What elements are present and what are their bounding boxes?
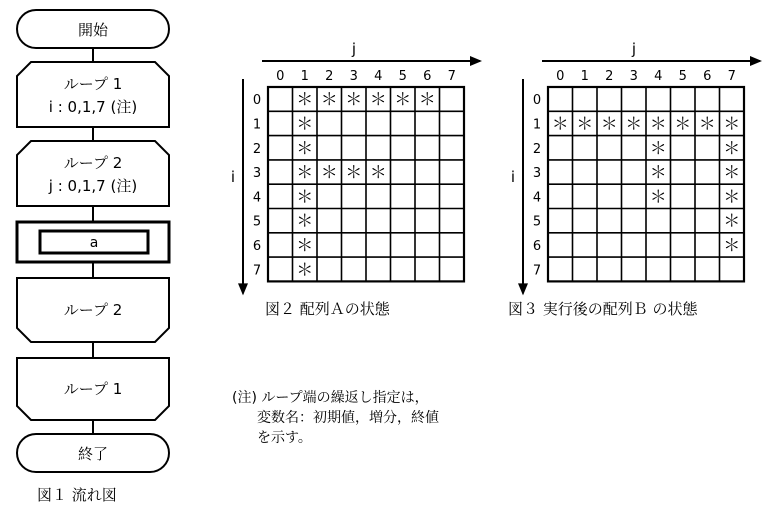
figure3-cell-mark: ＊ <box>723 114 741 135</box>
figure3-row-index: 2 <box>532 141 542 157</box>
figure2-cell-mark: ＊ <box>345 163 363 184</box>
figure2-cell-mark: ＊ <box>320 163 338 184</box>
figure2-cell-mark: ＊ <box>296 90 314 111</box>
loop1-start-label-name: ループ 1 <box>63 75 123 93</box>
note-line-1: (注) ループ端の繰返し指定は， <box>232 390 429 406</box>
loop1-start-shape <box>17 62 169 127</box>
figure3-row-index: 7 <box>532 263 542 279</box>
process-label: a <box>89 235 99 251</box>
loop2-start-shape <box>17 141 169 206</box>
figure2-col-index: 5 <box>398 69 407 84</box>
figure2-cell-mark: ＊ <box>418 90 436 111</box>
figure3-col-index: 7 <box>727 69 736 84</box>
figure2-i-axis-label: i <box>230 168 236 187</box>
figure2-cell-mark: ＊ <box>394 90 412 111</box>
figure2-row-index: 7 <box>252 263 262 279</box>
figure3-cell-mark: ＊ <box>649 187 667 208</box>
figure2-cell-mark: ＊ <box>369 163 387 184</box>
figure3-col-index: 2 <box>605 69 614 84</box>
figure3-row-index: 5 <box>532 214 542 230</box>
figure3-cell-mark: ＊ <box>576 114 594 135</box>
figure2-array-a <box>231 40 482 295</box>
figure2-row-index: 0 <box>252 93 262 109</box>
figure2-row-index: 1 <box>252 117 262 133</box>
figure3-cell-mark: ＊ <box>723 235 741 256</box>
figure3-caption: 図３ 実行後の配列Ｂ の状態 <box>508 300 698 318</box>
figure3-col-index: 4 <box>654 69 663 84</box>
figure2-cell-mark: ＊ <box>296 260 314 281</box>
loop2-start-label-name: ループ 2 <box>63 154 123 172</box>
figure3-cell-mark: ＊ <box>723 163 741 184</box>
loop1-end-label: ループ 1 <box>63 380 123 398</box>
figure3-cell-mark: ＊ <box>723 211 741 232</box>
figure2-row-index: 6 <box>252 238 262 254</box>
figure2-cell-mark: ＊ <box>369 90 387 111</box>
figure3-j-axis-arrowhead <box>750 56 762 66</box>
figure2-cell-mark: ＊ <box>296 163 314 184</box>
note-line-3: を示す。 <box>257 430 312 446</box>
figure3-cell-mark: ＊ <box>723 187 741 208</box>
loop1-start-label-spec: i : 0,1,7 (注) <box>48 98 138 116</box>
end-label: 終了 <box>77 445 109 463</box>
figure3-cell-mark: ＊ <box>649 163 667 184</box>
figure2-cell-mark: ＊ <box>296 187 314 208</box>
figure3-col-index: 3 <box>629 69 638 84</box>
figure3-cell-mark: ＊ <box>649 114 667 135</box>
figure2-cell-mark: ＊ <box>296 211 314 232</box>
figure2-caption: 図２ 配列Ａの状態 <box>265 300 390 318</box>
figure3-cell-mark: ＊ <box>698 114 716 135</box>
note-line-2: 変数名：初期値，増分，終値 <box>257 410 439 426</box>
figure2-cell-mark: ＊ <box>296 138 314 159</box>
figure3-cell-mark: ＊ <box>551 114 569 135</box>
figure3-cell-mark: ＊ <box>649 138 667 159</box>
figure2-col-index: 2 <box>325 69 334 84</box>
figure3-j-axis-label: j <box>631 40 637 58</box>
figure2-i-axis-arrowhead <box>238 283 248 295</box>
figure3-i-axis-arrowhead <box>518 283 528 295</box>
figure3-cell-mark: ＊ <box>674 114 692 135</box>
figure2-row-index: 5 <box>252 214 262 230</box>
loop2-end-label: ループ 2 <box>63 301 123 319</box>
figure1-caption: 図１ 流れ図 <box>37 486 117 504</box>
figure3-col-index: 1 <box>580 69 589 84</box>
start-label: 開始 <box>77 21 109 39</box>
figure3-col-index: 6 <box>703 69 712 84</box>
figure2-col-index: 7 <box>447 69 456 84</box>
figure2-row-index: 4 <box>252 190 262 206</box>
figure3-cell-mark: ＊ <box>625 114 643 135</box>
figure3-array-b <box>511 40 762 295</box>
figure3-cell-mark: ＊ <box>723 138 741 159</box>
figure2-cell-mark: ＊ <box>296 114 314 135</box>
loop2-start-label-spec: j : 0,1,7 (注) <box>48 177 138 195</box>
figure2-j-axis-arrowhead <box>470 56 482 66</box>
figure3-cell-mark: ＊ <box>600 114 618 135</box>
figure3-i-axis-label: i <box>510 168 516 187</box>
figure3-col-index: 0 <box>556 69 565 84</box>
figure2-col-index: 4 <box>374 69 383 84</box>
figure2-cell-mark: ＊ <box>296 235 314 256</box>
figure3-row-index: 0 <box>532 93 542 109</box>
figure3-col-index: 5 <box>678 69 687 84</box>
figure2-col-index: 0 <box>276 69 285 84</box>
figure2-col-index: 3 <box>349 69 358 84</box>
figure2-row-index: 2 <box>252 141 262 157</box>
figure3-row-index: 3 <box>532 166 542 182</box>
figure2-col-index: 6 <box>423 69 432 84</box>
figure3-row-index: 6 <box>532 238 542 254</box>
figure2-cell-mark: ＊ <box>320 90 338 111</box>
figure3-row-index: 1 <box>532 117 542 133</box>
figure2-col-index: 1 <box>300 69 309 84</box>
figure2-cell-mark: ＊ <box>345 90 363 111</box>
figure3-row-index: 4 <box>532 190 542 206</box>
figure2-row-index: 3 <box>252 166 262 182</box>
figure2-j-axis-label: j <box>351 40 357 58</box>
